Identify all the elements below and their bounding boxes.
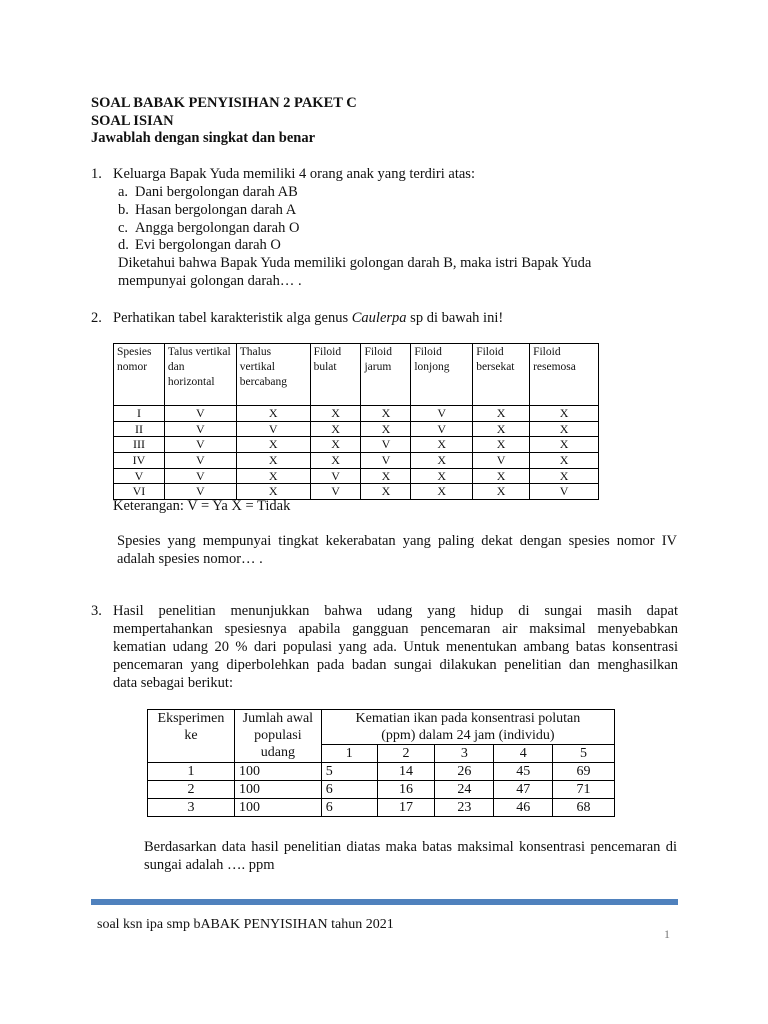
- table-cell: 24: [435, 781, 494, 799]
- table-cell: V: [411, 406, 473, 422]
- q1-item-a-label: a.: [118, 184, 129, 200]
- q3-paragraph-line-1: Hasil penelitian menunjukkan bahwa udang yang hidup di sungai masih dapat: [113, 603, 678, 619]
- table-cell: 23: [435, 799, 494, 817]
- q1-statement-line-1: Diketahui bahwa Bapak Yuda memiliki golongan darah B, maka istri Bapak Yuda: [118, 255, 592, 271]
- q1-item-c-label: c.: [118, 220, 129, 236]
- table-subheader-cell: 4: [494, 745, 553, 763]
- table-row: [114, 421, 599, 437]
- footer-rule: [91, 899, 678, 905]
- table-cell: V: [114, 468, 165, 484]
- q2-intro-pre: Perhatikan tabel karakteristik alga genus: [113, 310, 352, 326]
- table-cell: V: [164, 406, 236, 422]
- table-cell: X: [530, 468, 599, 484]
- table-cell: X: [411, 484, 473, 500]
- table-cell: X: [473, 406, 530, 422]
- q1-item-b-text: Hasan bergolongan darah A: [135, 202, 297, 218]
- table-cell: 46: [494, 799, 553, 817]
- table-cell: X: [236, 406, 310, 422]
- table-cell: 45: [494, 763, 553, 781]
- table-cell: 2: [148, 781, 235, 799]
- table-cell: V: [164, 468, 236, 484]
- table-header-cell: Filoid jarum: [361, 344, 411, 406]
- table-cell: V: [164, 421, 236, 437]
- q3-question-line-2: sungai adalah …. ppm: [144, 857, 275, 873]
- table-cell: V: [361, 453, 411, 469]
- table-cell: 100: [234, 763, 321, 781]
- q3-paragraph-line-5: data sebagai berikut:: [113, 675, 233, 691]
- q2-intro-post: sp di bawah ini!: [406, 310, 504, 326]
- table-cell: X: [530, 421, 599, 437]
- page-number: 1: [664, 927, 670, 941]
- table-row: [114, 453, 599, 469]
- table-header-cell: Filoid bulat: [310, 344, 361, 406]
- table-cell: 68: [553, 799, 615, 817]
- table-cell: X: [236, 437, 310, 453]
- table-cell: V: [411, 421, 473, 437]
- q3-paragraph-line-2: mempertahankan spesiesnya apabila gangguan pencemaran air maksimal menyebabkan: [113, 621, 678, 637]
- title-line-1: SOAL BABAK PENYISIHAN 2 PAKET C: [91, 95, 357, 111]
- table-cell: V: [164, 437, 236, 453]
- table-cell: II: [114, 421, 165, 437]
- table-cell: X: [473, 437, 530, 453]
- table-subheader-cell: 1: [321, 745, 377, 763]
- table-cell: X: [236, 468, 310, 484]
- table-cell: VI: [114, 484, 165, 500]
- table-header-cell: Filoid resemosa: [530, 344, 599, 406]
- title-line-2: SOAL ISIAN: [91, 113, 174, 129]
- table-cell: V: [164, 484, 236, 500]
- table-cell: 100: [234, 781, 321, 799]
- table-cell: X: [473, 484, 530, 500]
- q2-number: 2.: [91, 310, 102, 326]
- table-cell: X: [530, 406, 599, 422]
- footer-text: soal ksn ipa smp bABAK PENYISIHAN tahun 2021: [97, 917, 394, 932]
- table-cell: 17: [377, 799, 435, 817]
- table-cell: V: [310, 468, 361, 484]
- table-group-header: Kematian ikan pada konsentrasi polutan (ppm) dalam 24 jam (individu): [321, 710, 614, 745]
- table-cell: X: [530, 453, 599, 469]
- table-subheader-cell: 3: [435, 745, 494, 763]
- table-cell: X: [310, 406, 361, 422]
- table-cell: 3: [148, 799, 235, 817]
- q2-question-line-1: Spesies yang mempunyai tingkat kekerabatan yang paling dekat dengan spesies nomor IV: [117, 533, 677, 549]
- table-cell: X: [473, 421, 530, 437]
- table-cell: III: [114, 437, 165, 453]
- table-cell: V: [361, 437, 411, 453]
- table-cell: X: [310, 453, 361, 469]
- table-header-cell: Jumlah awal populasi udang: [234, 710, 321, 763]
- table-header-row: [148, 710, 615, 745]
- table-cell: 5: [321, 763, 377, 781]
- table-cell: X: [411, 468, 473, 484]
- table-cell: X: [530, 437, 599, 453]
- table-row: [148, 799, 615, 817]
- table-cell: X: [310, 437, 361, 453]
- table-cell: V: [473, 453, 530, 469]
- table-cell: X: [411, 437, 473, 453]
- q1-item-a-text: Dani bergolongan darah AB: [135, 184, 298, 200]
- table-header-cell: Filoid lonjong: [411, 344, 473, 406]
- table-header-row: [114, 344, 599, 406]
- table-cell: 6: [321, 799, 377, 817]
- table-subheader-cell: 2: [377, 745, 435, 763]
- table-cell: V: [310, 484, 361, 500]
- table-cell: X: [361, 468, 411, 484]
- table-cell: X: [236, 484, 310, 500]
- q2-question-line-2: adalah spesies nomor… .: [117, 551, 263, 567]
- q3-question-line-1: Berdasarkan data hasil penelitian diatas maka batas maksimal konsentrasi pencemaran di: [144, 839, 677, 855]
- table-cell: V: [164, 453, 236, 469]
- table-cell: 1: [148, 763, 235, 781]
- table-cell: V: [530, 484, 599, 500]
- table-cell: X: [310, 421, 361, 437]
- q2-legend: Keterangan: V = Ya X = Tidak: [113, 498, 291, 514]
- q1-item-d-label: d.: [118, 237, 129, 253]
- caulerpa-characteristics-table: [113, 343, 599, 500]
- q1-item-b-label: b.: [118, 202, 129, 218]
- table-cell: X: [361, 406, 411, 422]
- table-cell: 26: [435, 763, 494, 781]
- table-subheader-cell: 5: [553, 745, 615, 763]
- table-cell: IV: [114, 453, 165, 469]
- table-cell: 69: [553, 763, 615, 781]
- q1-statement-line-2: mempunyai golongan darah… .: [118, 273, 302, 289]
- q1-item-d-text: Evi bergolongan darah O: [135, 237, 281, 253]
- table-cell: V: [236, 421, 310, 437]
- shrimp-mortality-table: [147, 709, 615, 817]
- table-row: [148, 781, 615, 799]
- table-row: [148, 763, 615, 781]
- instructions: Jawablah dengan singkat dan benar: [91, 130, 316, 146]
- q1-intro: Keluarga Bapak Yuda memiliki 4 orang anak yang terdiri atas:: [113, 166, 475, 182]
- table-cell: I: [114, 406, 165, 422]
- q3-number: 3.: [91, 603, 102, 619]
- table-row: [114, 406, 599, 422]
- table-cell: 71: [553, 781, 615, 799]
- table-row: [114, 468, 599, 484]
- table-cell: 14: [377, 763, 435, 781]
- table-header-cell: Thalus vertikal bercabang: [236, 344, 310, 406]
- table-header-cell: Eksperimen ke: [148, 710, 235, 763]
- table-header-cell: Filoid bersekat: [473, 344, 530, 406]
- table-cell: X: [473, 468, 530, 484]
- q1-item-c-text: Angga bergolongan darah O: [135, 220, 300, 236]
- table-header-cell: Spesies nomor: [114, 344, 165, 406]
- q1-number: 1.: [91, 166, 102, 182]
- table-cell: 16: [377, 781, 435, 799]
- table-cell: 6: [321, 781, 377, 799]
- table-cell: 47: [494, 781, 553, 799]
- table-row: [114, 437, 599, 453]
- table-cell: X: [411, 453, 473, 469]
- table-cell: X: [361, 421, 411, 437]
- table-cell: 100: [234, 799, 321, 817]
- table-cell: X: [361, 484, 411, 500]
- q3-paragraph-line-3: kematian udang 20 % dari populasi yang ada. Untuk menentukan ambang batas konsentrasi: [113, 639, 678, 655]
- q2-intro: [113, 309, 503, 327]
- q2-intro-genus: Caulerpa: [351, 310, 407, 326]
- table-cell: X: [236, 453, 310, 469]
- q3-paragraph-line-4: pencemaran yang diperbolehkan pada badan sungai dilakukan penelitian dan menghasilkan: [113, 657, 678, 673]
- table-header-cell: Talus vertikal dan horizontal: [164, 344, 236, 406]
